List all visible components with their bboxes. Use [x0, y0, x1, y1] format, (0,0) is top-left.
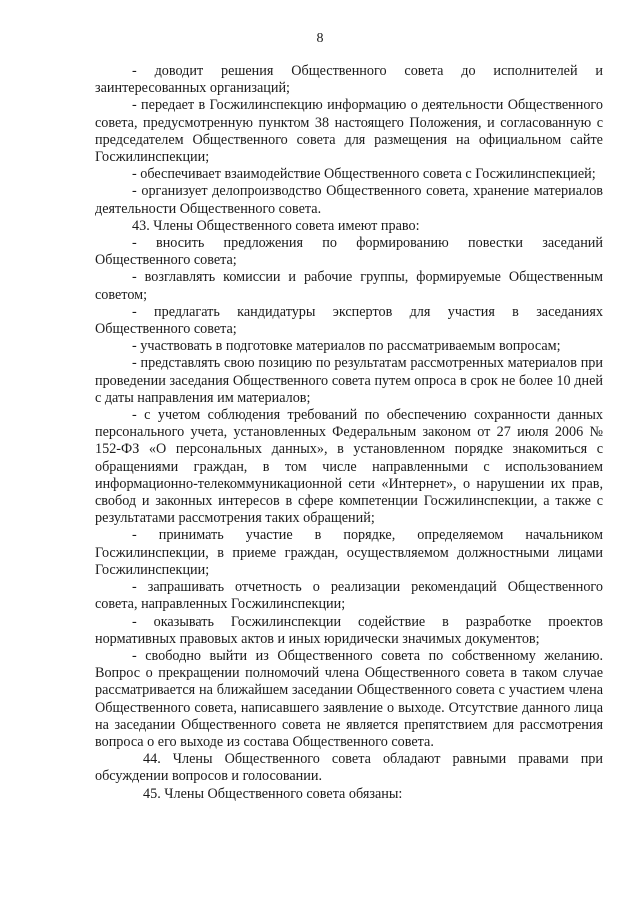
list-item-ensures-interaction: - обеспечивает взаимодействие Общественного совета с Госжилинспекцией; — [132, 166, 596, 183]
clause-44: 44. Члены Общественного совета обладают равными правами при обсуждении вопросов и голосовании. — [95, 751, 603, 785]
list-item-receive-citizens: - принимать участие в порядке, определяемом начальником Госжилинспекции, в приеме граждан, осуществляемом должностными лицами Госжилинспекции; — [95, 527, 603, 578]
list-item-propose-experts: - предлагать кандидатуры экспертов для участия в заседаниях Общественного совета; — [95, 303, 603, 338]
body-text — [95, 63, 603, 803]
list-item-organizes-records: - организует делопроизводство Общественного совета, хранение материалов деятельности Общественного совета. — [95, 183, 603, 217]
page-number: 8 — [316, 31, 324, 46]
list-item-review-appeals: - с учетом соблюдения требований по обеспечению сохранности данных персонального учета, установленных Федеральным законом от 27 июля 2006 № 152-ФЗ «О персональных данных», в установленном порядке знакомиться с обращениями граждан, в том числе направленными с использованием информационно-телекоммуникационной сети «Интернет», о нарушении их прав, свобод и законных интересов в сфере компетенции Госжилинспекции, а также с результатами рассмотрения таких обращений; — [95, 407, 603, 527]
clause-45-heading: 45. Члены Общественного совета обязаны: — [143, 785, 403, 802]
list-item-leave-council: - свободно выйти из Общественного совета по собственному желанию. Вопрос о прекращении полномочий члена Общественного совета в таком случае рассматривается на ближайшем заседании Общественного совета с участием члена Общественного совета, написавшего заявление о выходе. Отсутствие данного лица на заседании Общественного совета не является препятствием для рассмотрения вопроса о его выходе из состава Общественного совета. — [95, 647, 603, 750]
list-item-request-reports: - запрашивать отчетность о реализации рекомендаций Общественного совета, направленных Госжилинспекции; — [95, 579, 603, 613]
list-item-assist-drafting: - оказывать Госжилинспекции содействие в разработке проектов нормативных правовых актов и иных юридически значимых документов; — [95, 613, 603, 647]
list-item-propose-agenda: - вносить предложения по формированию повестки заседаний Общественного совета; — [95, 235, 603, 269]
list-item-delivers-decisions: - доводит решения Общественного совета до исполнителей и заинтересованных организаций; — [95, 63, 603, 97]
list-item-prepare-materials: - участвовать в подготовке материалов по рассматриваемым вопросам; — [132, 338, 561, 355]
list-item-present-position: - представлять свою позицию по результатам рассмотренных материалов при проведении заседания Общественного совета путем опроса в срок не более 10 дней с даты направления им материалов; — [95, 355, 603, 406]
list-item-transfers-information: - передает в Госжилинспекцию информацию о деятельности Общественного совета, предусмотренную пунктом 38 настоящего Положения, и согласованную с председателем Общественного совета для размещения на официальном сайте Госжилинспекции; — [95, 97, 603, 166]
clause-43-heading: 43. Члены Общественного совета имеют право: — [132, 217, 420, 234]
list-item-lead-commissions: - возглавлять комиссии и рабочие группы, формируемые Общественным советом; — [95, 269, 603, 303]
